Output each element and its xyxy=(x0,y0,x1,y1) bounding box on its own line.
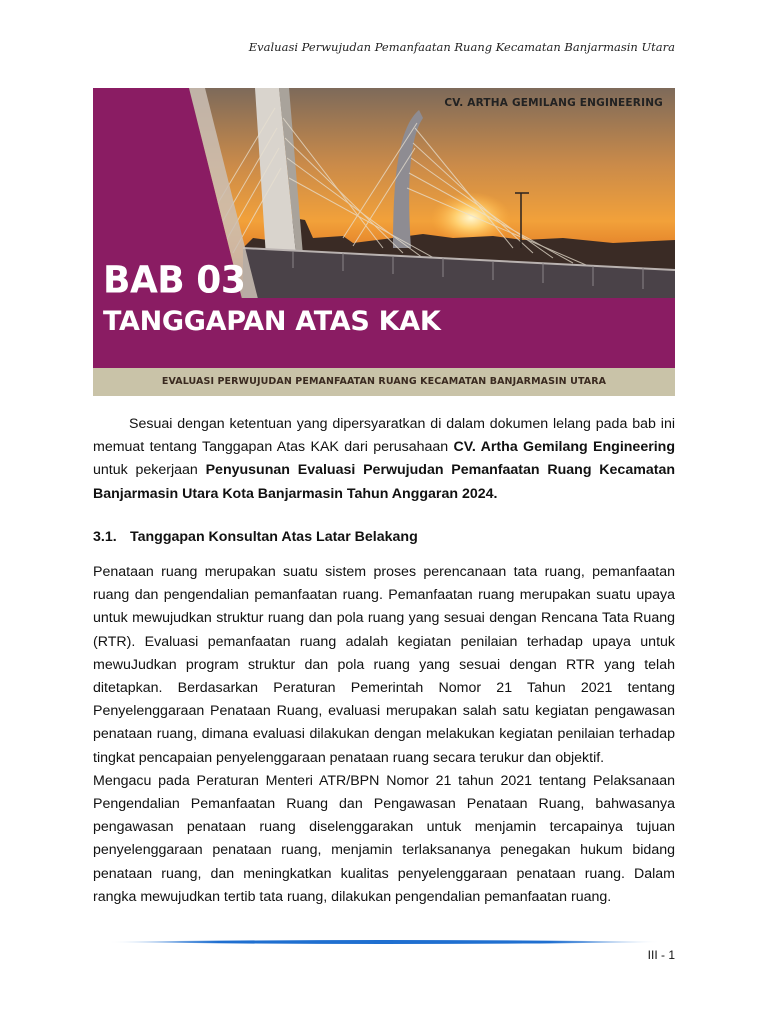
company-name: CV. ARTHA GEMILANG ENGINEERING xyxy=(444,97,663,109)
section-heading xyxy=(93,529,418,545)
body-paragraph-2: Mengacu pada Peraturan Menteri ATR/BPN Nomor 21 tahun 2021 tentang Pelaksanaan Pengendalian Pemanfaatan Ruang dan Pengawasan Penataan Ruang, bahwasanya pengawasan penataan ruang diselenggarakan untuk menjamin tercapainya tujuan penyelenggaraan penataan ruang, menjamin terlaksananya penegakan hukum bidang penataan ruang, dan meningkatkan kualitas penyelenggaraan penataan ruang. Dalam rangka mewujudkan tertib tata ruang, dilakukan pengendalian pemanfaatan ruang. xyxy=(93,772,675,905)
section-number: 3.1. xyxy=(93,529,117,545)
chapter-title: TANGGAPAN ATAS KAK xyxy=(103,306,441,337)
intro-text-2: untuk pekerjaan xyxy=(93,462,206,479)
page-number: III - 1 xyxy=(647,948,675,962)
section-body xyxy=(93,561,675,909)
footer-divider xyxy=(108,938,660,946)
cover-banner xyxy=(93,88,675,396)
running-header: Evaluasi Perwujudan Pemanfaatan Ruang Kecamatan Banjarmasin Utara xyxy=(248,40,675,54)
project-title-bold: Penyusunan Evaluasi Perwujudan Pemanfaatan Ruang Kecamatan Banjarmasin Utara Kota Banjarmasin Tahun Anggaran 2024. xyxy=(93,462,675,502)
banner-subtitle: EVALUASI PERWUJUDAN PEMANFAATAN RUANG KECAMATAN BANJARMASIN UTARA xyxy=(93,368,675,396)
intro-paragraph xyxy=(93,413,675,506)
bridge-sunset-photo xyxy=(93,88,675,396)
chapter-number: BAB 03 xyxy=(103,258,246,303)
company-bold: CV. Artha Gemilang Engineering xyxy=(453,439,676,456)
section-title: Tanggapan Konsultan Atas Latar Belakang xyxy=(130,529,418,545)
body-paragraph-1: Penataan ruang merupakan suatu sistem proses perencanaan tata ruang, pemanfaatan ruang dan pengendalian pemanfaatan ruang. Pemanfaatan ruang merupakan suatu upaya untuk mewujudkan struktur ruang dan pola ruang yang sesuai dengan Rencana Tata Ruang (RTR). Evaluasi pemanfaatan ruang adalah kegiatan penilaian terhadap upaya untuk mewuJudkan program struktur dan pola ruang yang sesuai dengan RTR yang telah ditetapkan. Berdasarkan Peraturan Pemerintah Nomor 21 Tahun 2021 tentang Penyelenggaraan Penataan Ruang, evaluasi merupakan salah satu kegiatan pengawasan penataan ruang, dimana evaluasi dilakukan dengan melakukan kegiatan penilaian terhadap tingkat pencapaian penyelenggaraan penataan ruang secara terukur dan objektif. xyxy=(93,564,675,766)
intro-text-1: Sesuai dengan ketentuan yang dipersyaratkan di dalam dokumen lelang pada bab ini memuat tentang Tanggapan Atas KAK dari perusahaan xyxy=(93,416,675,456)
